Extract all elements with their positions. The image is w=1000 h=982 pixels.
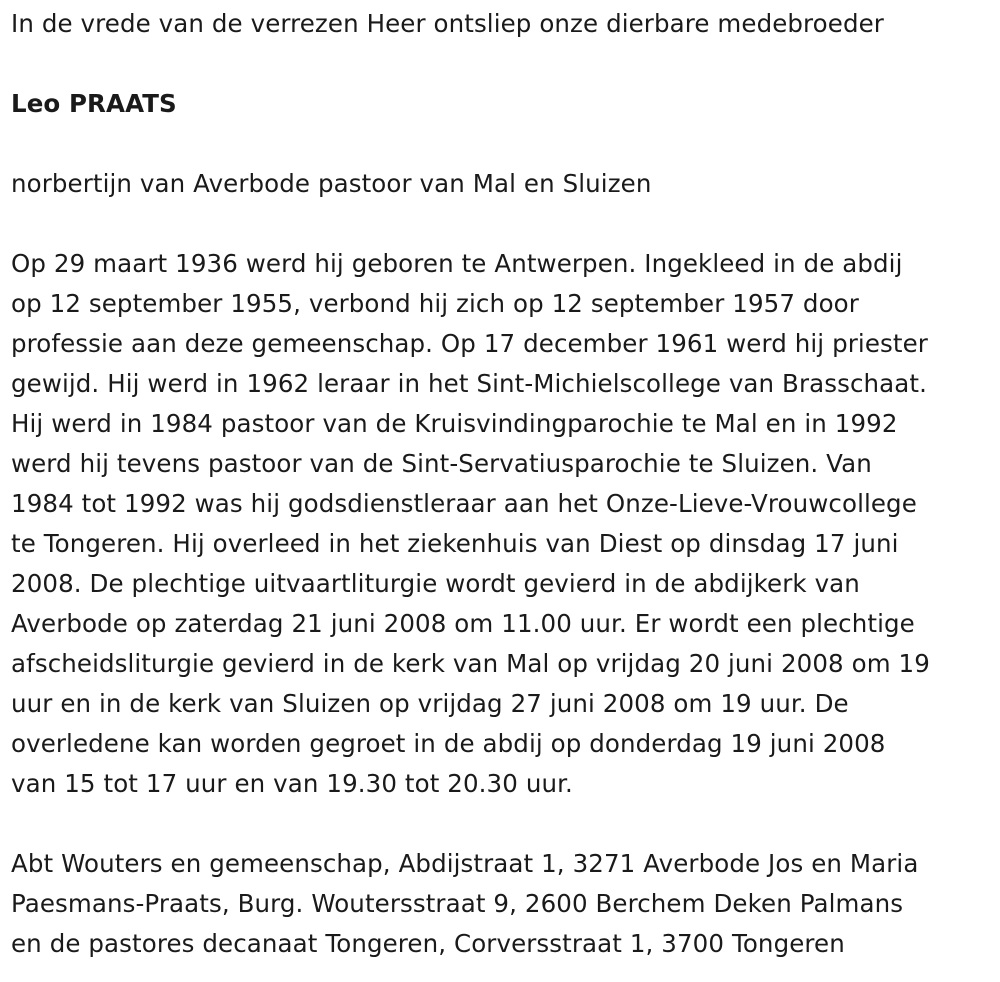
- biography-line: gewijd. Hij werd in 1962 leraar in het Sint-Michielscollege van Brasschaat.: [11, 369, 927, 398]
- intro-text: In de vrede van de verrezen Heer ontsliep onze dierbare medebroeder: [11, 9, 884, 38]
- biography-line: van 15 tot 17 uur en van 19.30 tot 20.30 uur.: [11, 769, 573, 798]
- family-line: Paesmans-Praats, Burg. Woutersstraat 9, 2600 Berchem Deken Palmans: [11, 889, 904, 918]
- biography-line: professie aan deze gemeenschap. Op 17 december 1961 werd hij priester: [11, 329, 928, 358]
- family-paragraph: [11, 844, 1000, 964]
- family-line: Abt Wouters en gemeenschap, Abdijstraat 1, 3271 Averbode Jos en Maria: [11, 849, 919, 878]
- spacer: [11, 804, 1000, 844]
- biography-line: Averbode op zaterdag 21 juni 2008 om 11.00 uur. Er wordt een plechtige: [11, 609, 915, 638]
- family-line: en de pastores decanaat Tongeren, Corversstraat 1, 3700 Tongeren: [11, 929, 845, 958]
- biography-paragraph: [11, 244, 1000, 804]
- biography-line: afscheidsliturgie gevierd in de kerk van Mal op vrijdag 20 juni 2008 om 19: [11, 649, 930, 678]
- biography-line: werd hij tevens pastoor van de Sint-Servatiusparochie te Sluizen. Van: [11, 449, 872, 478]
- biography-line: Hij werd in 1984 pastoor van de Kruisvindingparochie te Mal en in 1992: [11, 409, 898, 438]
- spacer: [11, 44, 1000, 84]
- biography-line: 1984 tot 1992 was hij godsdienstleraar aan het Onze-Lieve-Vrouwcollege: [11, 489, 917, 518]
- biography-line: Op 29 maart 1936 werd hij geboren te Antwerpen. Ingekleed in de abdij: [11, 249, 903, 278]
- biography-line: uur en in de kerk van Sluizen op vrijdag 27 juni 2008 om 19 uur. De: [11, 689, 849, 718]
- biography-line: overledene kan worden gegroet in de abdij op donderdag 19 juni 2008: [11, 729, 886, 758]
- deceased-name: Leo PRAATS: [11, 89, 177, 118]
- spacer: [11, 124, 1000, 164]
- spacer: [11, 204, 1000, 244]
- biography-line: op 12 september 1955, verbond hij zich op 12 september 1957 door: [11, 289, 859, 318]
- deceased-role: norbertijn van Averbode pastoor van Mal en Sluizen: [11, 169, 652, 198]
- biography-line: 2008. De plechtige uitvaartliturgie wordt gevierd in de abdijkerk van: [11, 569, 860, 598]
- biography-line: te Tongeren. Hij overleed in het ziekenhuis van Diest op dinsdag 17 juni: [11, 529, 899, 558]
